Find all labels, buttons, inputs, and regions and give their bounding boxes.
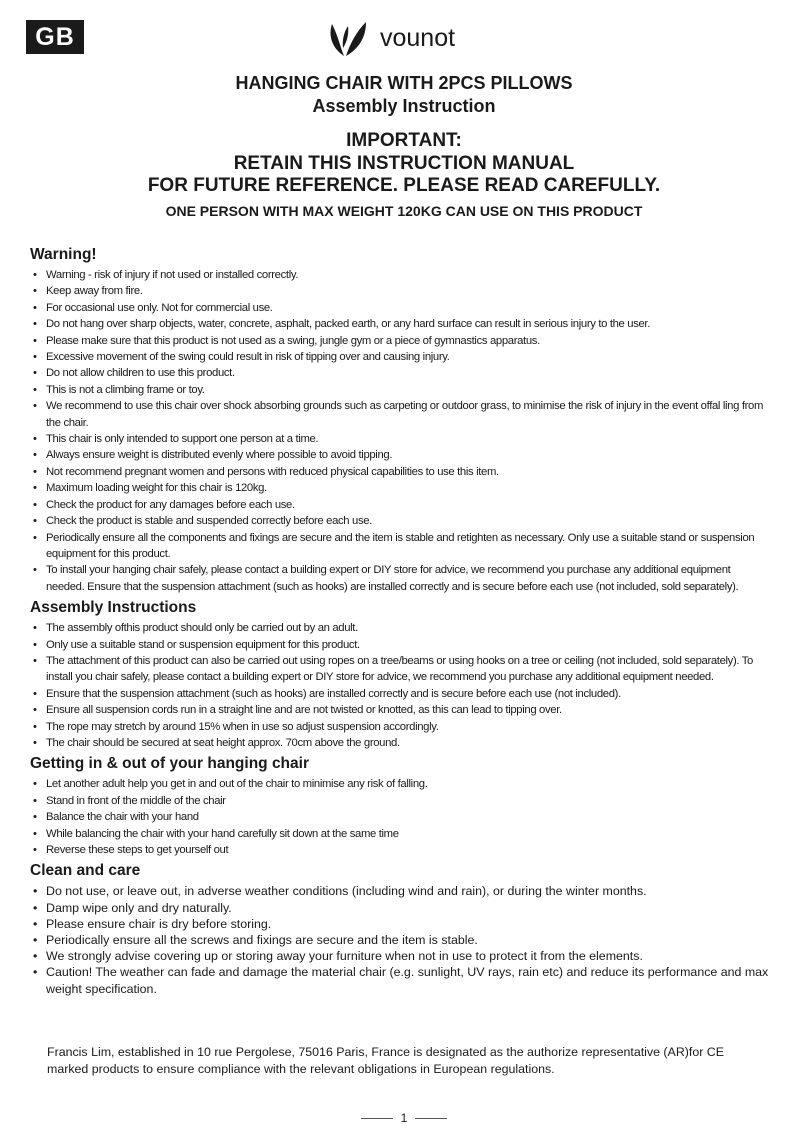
list-item: • This chair is only intended to support one person at a time.	[30, 431, 770, 447]
list-item: • Do not hang over sharp objects, water, concrete, asphalt, packed earth, or any hard surface can result in serious injury to the user.	[30, 316, 770, 332]
list-item: • Damp wipe only and dry naturally.	[30, 900, 770, 916]
clean-list	[30, 883, 770, 996]
list-item: • The rope may stretch by around 15% when in use so adjust suspension accordingly.	[30, 719, 770, 735]
list-item: • Stand in front of the middle of the chair	[30, 793, 770, 809]
list-item: • Not recommend pregnant women and persons with reduced physical capabilities to use this item.	[30, 464, 770, 480]
product-title: HANGING CHAIR WITH 2PCS PILLOWS	[235, 73, 573, 93]
leaf-logo-icon	[326, 18, 370, 58]
list-item: • The assembly ofthis product should only be carried out by an adult.	[30, 620, 770, 636]
getting-in-list	[30, 776, 770, 858]
assembly-heading: Assembly Instructions	[30, 599, 197, 617]
list-item: • Maximum loading weight for this chair is 120kg.	[30, 480, 770, 496]
important-notice	[0, 130, 808, 198]
list-item: • To install your hanging chair safely, please contact a building expert or DIY store for advice, we recommend you purchase any additional equipment needed. Ensure that the suspension attachment (such as hooks) are installed correctly and is secure before each use (not included, sold separately).	[30, 562, 770, 595]
list-item: • Please make sure that this product is not used as a swing, jungle gym or a piece of gymnastics apparatus.	[30, 333, 770, 349]
list-item: • Balance the chair with your hand	[30, 809, 770, 825]
list-item: • Let another adult help you get in and out of the chair to minimise any risk of falling.	[30, 776, 770, 792]
assembly-list	[30, 620, 770, 751]
list-item: • For occasional use only. Not for commercial use.	[30, 300, 770, 316]
list-item: • Reverse these steps to get yourself out	[30, 842, 770, 858]
list-item: • The chair should be secured at seat height approx. 70cm above the ground.	[30, 735, 770, 751]
list-item: • Excessive movement of the swing could result in risk of tipping over and causing injury.	[30, 349, 770, 365]
representative-note: Francis Lim, established in 10 rue Pergolese, 75016 Paris, France is designated as the authorize representative (AR)for CE marked products to ensure compliance with the relevant obligations in European regulations.	[47, 1045, 725, 1076]
list-item: • Periodically ensure all the screws and fixings are secure and the item is stable.	[30, 932, 770, 948]
list-item: • Please ensure chair is dry before storing.	[30, 916, 770, 932]
list-item: • Ensure all suspension cords run in a straight line and are not twisted or knotted, as this can lead to tipping over.	[30, 702, 770, 718]
list-item: • Always ensure weight is distributed evenly where possible to avoid tipping.	[30, 447, 770, 463]
brand-name: vounot	[380, 23, 456, 52]
page-number	[0, 1111, 808, 1125]
warning-list	[30, 267, 770, 595]
language-badge: GB	[26, 20, 84, 54]
clean-heading: Clean and care	[30, 862, 141, 880]
warning-heading: Warning!	[30, 246, 97, 263]
important-line-3: FOR FUTURE REFERENCE. PLEASE READ CAREFULLY.	[147, 175, 661, 196]
important-line-1: IMPORTANT:	[346, 130, 462, 151]
instructions-body	[30, 246, 770, 1001]
getting-in-heading: Getting in & out of your hanging chair	[30, 755, 309, 773]
list-item: • Do not allow children to use this product.	[30, 365, 770, 381]
list-item: • Check the product for any damages before each use.	[30, 497, 770, 513]
page-number-rule-left	[361, 1118, 393, 1119]
list-item: • Ensure that the suspension attachment (such as hooks) are installed correctly and is secure before each use (not included).	[30, 686, 770, 702]
list-item: • Do not use, or leave out, in adverse weather conditions (including wind and rain), or during the winter months.	[30, 883, 770, 899]
list-item: • Periodically ensure all the components and fixings are secure and the item is stable and retighten as necessary. Only use a suitable stand or suspension equipment for this product.	[30, 530, 770, 563]
list-item: • The attachment of this product can also be carried out using ropes on a tree/beams or using hooks on a tree or ceiling (not included, sold separately). To install you chair safely, please contact a building expert or DIY store for advice, we recommend you purchase any additional equipment needed.	[30, 653, 770, 686]
important-line-2: RETAIN THIS INSTRUCTION MANUAL	[233, 152, 575, 174]
document-subtitle: Assembly Instruction	[312, 96, 496, 116]
list-item: • This is not a climbing frame or toy.	[30, 382, 770, 398]
brand-logo	[326, 18, 455, 58]
list-item: • Check the product is stable and suspended correctly before each use.	[30, 513, 770, 529]
list-item: • Warning - risk of injury if not used or installed correctly.	[30, 267, 770, 283]
list-item: • We recommend to use this chair over shock absorbing grounds such as carpeting or outdoor grass, to minimise the risk of injury in the event offal ling from the chair.	[30, 398, 770, 431]
page-number-rule-right	[415, 1118, 447, 1119]
list-item: • Caution! The weather can fade and damage the material chair (e.g. sunlight, UV rays, rain etc) and reduce its performance and max weight specification.	[30, 964, 770, 996]
list-item: • Keep away from fire.	[30, 283, 770, 299]
list-item: • We strongly advise covering up or storing away your furniture when not in use to protect it from the elements.	[30, 948, 770, 964]
page-number-value: 1	[400, 1111, 408, 1125]
weight-notice: ONE PERSON WITH MAX WEIGHT 120KG CAN USE ON THIS PRODUCT	[165, 203, 643, 219]
list-item: • While balancing the chair with your hand carefully sit down at the same time	[30, 826, 770, 842]
list-item: • Only use a suitable stand or suspension equipment for this product.	[30, 637, 770, 653]
